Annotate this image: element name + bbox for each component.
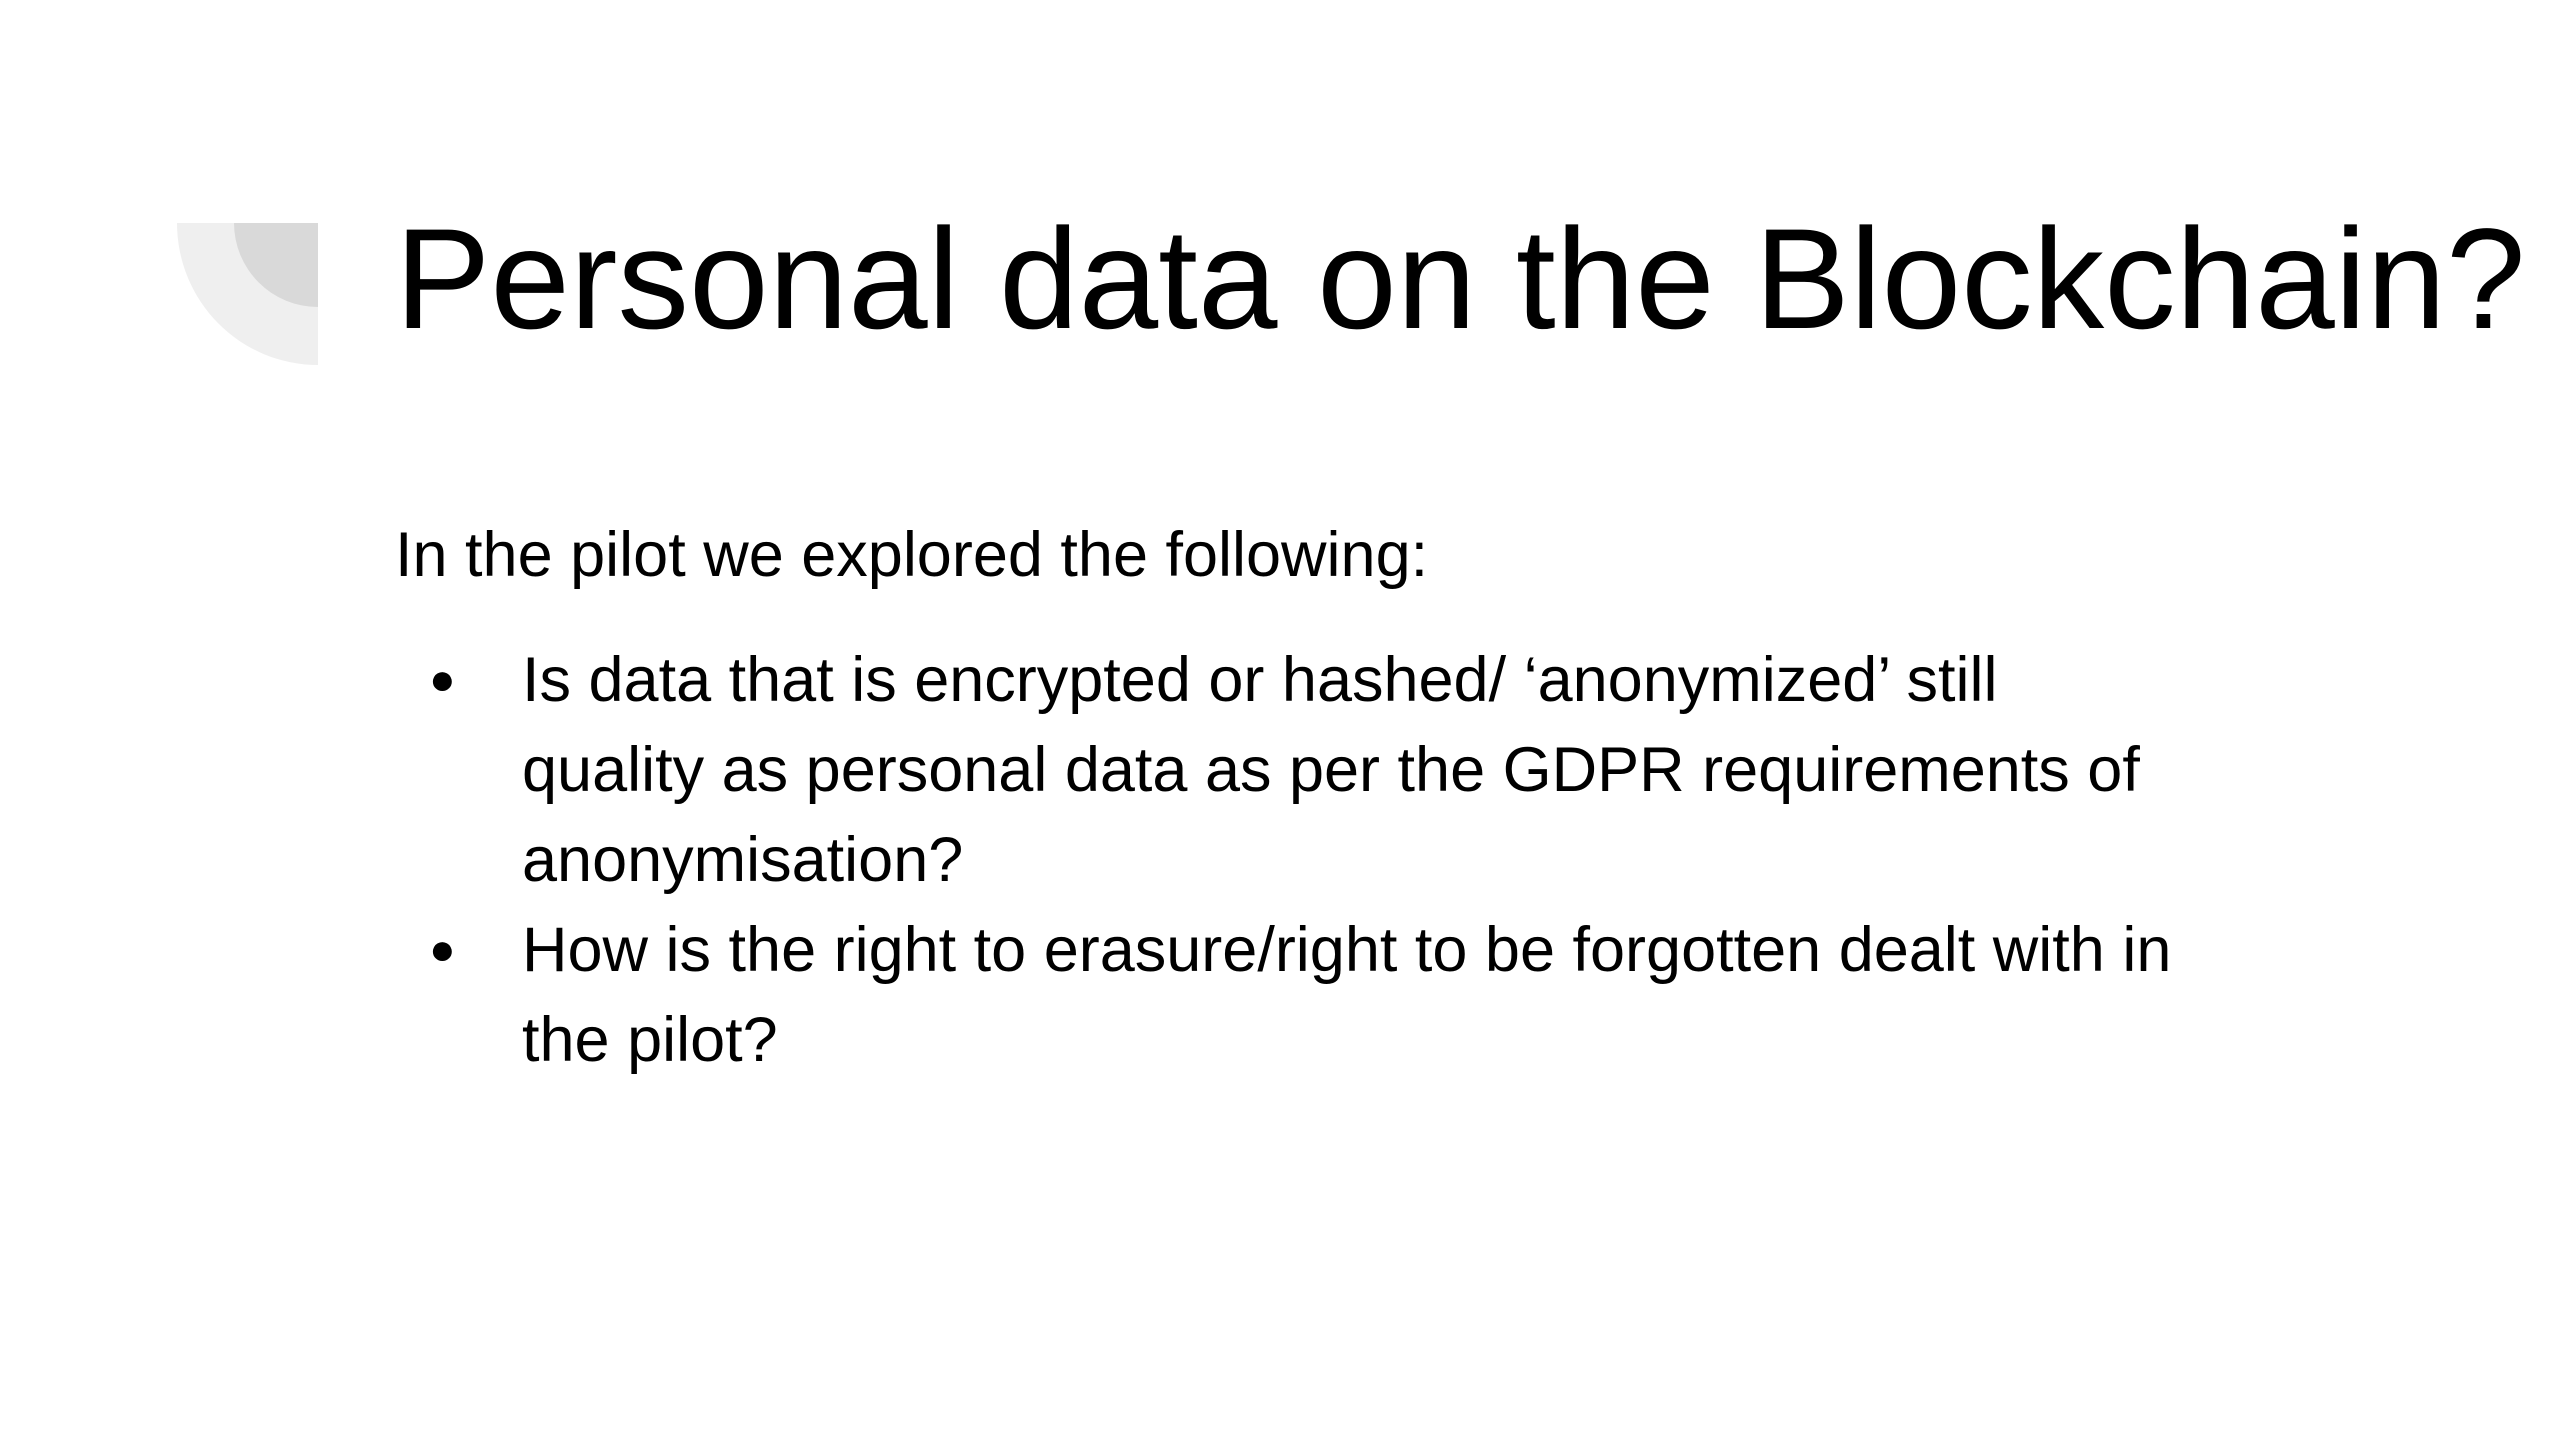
bullet-line: quality as personal data as per the GDPR requirements of <box>522 735 2140 805</box>
bullet-line: the pilot? <box>522 1005 778 1075</box>
intro-text: In the pilot we explored the following: <box>395 520 1429 590</box>
bullet-marker: ● <box>429 655 456 704</box>
corner-quarter-circle-decoration <box>177 223 318 365</box>
slide-title: Personal data on the Blockchain? <box>395 200 2526 359</box>
bullet-line: How is the right to erasure/right to be forgotten dealt with in <box>522 915 2172 985</box>
bullet-line: anonymisation? <box>522 825 964 895</box>
bullet-list <box>395 635 2355 1085</box>
bullet-line: Is data that is encrypted or hashed/ ‘anonymized’ still <box>522 645 1998 715</box>
slide-body <box>395 510 2355 1085</box>
bullet-item-right-to-erasure <box>395 905 2522 1085</box>
bullet-marker: ● <box>429 925 456 974</box>
bullet-item-anonymization <box>395 635 2522 905</box>
